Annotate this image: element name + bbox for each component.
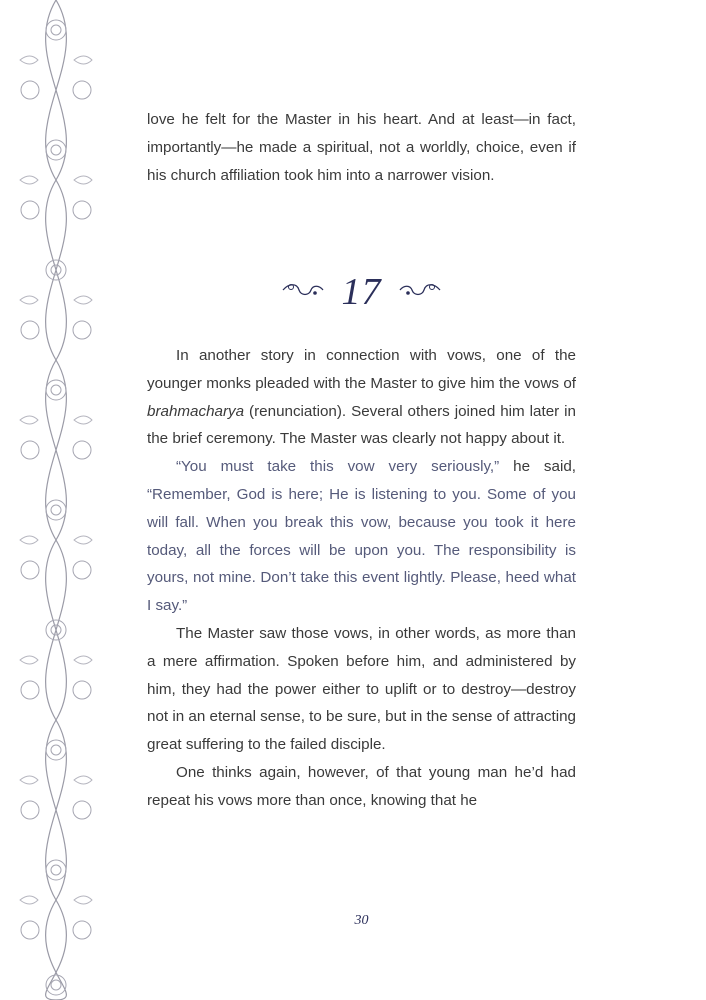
- quote-part-1: “You must take this vow very seriously,”: [176, 458, 500, 476]
- flourish-right-icon: [398, 281, 442, 304]
- paragraph-vows-power: The Master saw those vows, in other words, as more than a mere affirmation. Spoken before him, and administered by him, they had the power either to uplift or to destroy—destroy not in an eternal sense, to be sure, but in the sense of attracting great suffering to the failed disciple.: [147, 624, 576, 754]
- text-run: (renunciation). Several others joined him later in the brief ceremony. The Master was clearly not happy about it.: [147, 402, 576, 448]
- section-body: [147, 342, 576, 815]
- page-number: 30: [354, 913, 369, 928]
- quote-part-2: “Remember, God is here; He is listening to you. Some of you will fall. When you break this vow, because you took it here today, all the forces will be upon you. The responsibility is yours, not mine. Don’t take this event lightly. Please, heed what I say.”: [147, 485, 576, 615]
- flourish-left-icon: [281, 281, 325, 304]
- paragraph-continuation: love he felt for the Master in his heart. And at least—in fact, importantly—he made a spiritual, not a worldly, choice, even if his church affiliation took him into a narrower vision.: [147, 111, 576, 184]
- chapter-number: 17: [341, 271, 382, 313]
- section-heading: [147, 270, 576, 320]
- paragraph-master-quote: [147, 453, 576, 620]
- term-brahmacharya: brahmacharya: [147, 402, 245, 420]
- floral-vine-border: [0, 0, 112, 1000]
- paragraph-young-man: One thinks again, however, of that young man he’d had repeat his vows more than once, knowing that he: [147, 763, 576, 809]
- attribution: he said,: [499, 458, 577, 476]
- paragraph-vows-story: [147, 342, 576, 453]
- text-run: In another story in connection with vows, one of the younger monks pleaded with the Master to give him the vows of: [147, 347, 576, 392]
- top-paragraph: [147, 106, 576, 189]
